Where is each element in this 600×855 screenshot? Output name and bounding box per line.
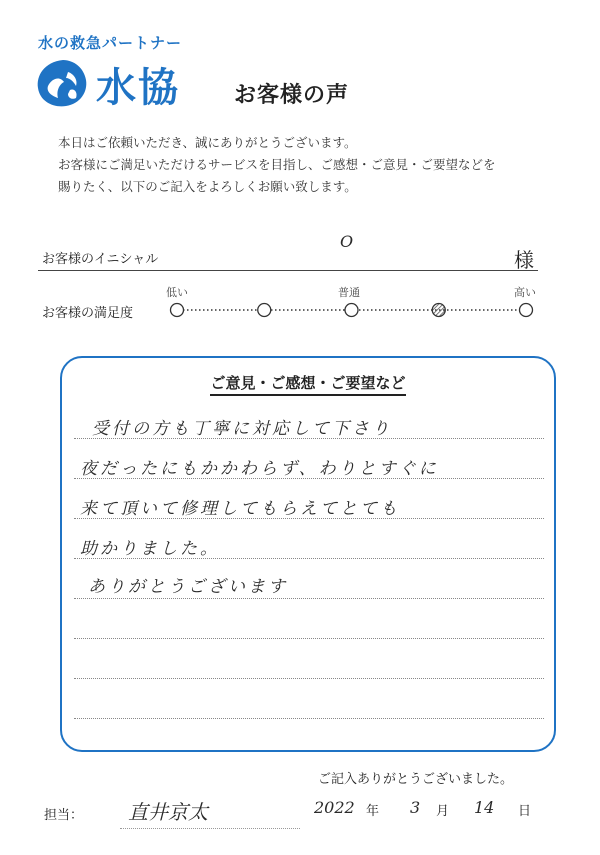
comment-ruled-line (74, 638, 544, 639)
initial-value[interactable]: O (340, 232, 354, 251)
satisfaction-option[interactable] (258, 304, 271, 317)
date-day-unit: 日 (518, 804, 532, 819)
water-drop-logo-icon (34, 58, 92, 110)
intro-line: お客様にご満足いただけるサービスを目指し、ご感想・ご意見・ご要望などを (58, 157, 496, 172)
comment-ruled-line (74, 678, 544, 679)
date-year-value[interactable]: 2022 (314, 798, 355, 817)
initial-underline (38, 270, 538, 271)
satisfaction-option[interactable] (345, 304, 358, 317)
staff-name[interactable]: 直井京太 (128, 800, 208, 824)
satisfaction-scale (160, 298, 540, 322)
satisfaction-option[interactable] (520, 304, 533, 317)
date-month-value[interactable]: 3 (410, 798, 421, 817)
intro-text (58, 132, 496, 198)
comment-text-line[interactable]: ありがとうございます (88, 577, 288, 597)
comment-text-line[interactable]: 助かりました。 (80, 539, 220, 559)
satisfaction-label: お客様の満足度 (42, 306, 134, 321)
comment-ruled-line (74, 598, 544, 599)
thanks-message: ご記入ありがとうございました。 (318, 772, 514, 787)
satisfaction-option[interactable] (171, 304, 184, 317)
date-year-unit: 年 (366, 804, 380, 819)
date-month-unit: 月 (436, 804, 450, 819)
satisfaction-option-selected[interactable] (432, 304, 445, 317)
intro-line: 本日はご依頼いただき、誠にありがとうございます。 (58, 135, 357, 150)
staff-underline (120, 828, 300, 829)
staff-label: 担当： (44, 808, 84, 823)
comment-text-line[interactable]: 受付の方も丁寧に対応して下さり (92, 419, 392, 439)
scale-label-normal: 普通 (338, 286, 360, 299)
tagline: 水の救急パートナー (38, 34, 183, 52)
logo-text: 水協 (96, 64, 180, 111)
scale-label-high: 高い (514, 286, 536, 299)
scale-label-low: 低い (166, 286, 188, 299)
honorific-suffix: 様 (514, 248, 534, 272)
initial-label: お客様のイニシャル (42, 252, 159, 267)
comment-text-line[interactable]: 夜だったにもかかわらず、わりとすぐに (80, 459, 439, 479)
date-day-value[interactable]: 14 (474, 798, 495, 817)
comment-text-line[interactable]: 来て頂いて修理してもらえてとても (80, 499, 400, 519)
intro-line: 賜りたく、以下のご記入をよろしくお願い致します。 (58, 179, 357, 194)
comment-box-title: ご意見・ご感想・ご要望など (60, 372, 556, 393)
comment-ruled-line (74, 718, 544, 719)
page-title: お客様の声 (234, 83, 350, 108)
